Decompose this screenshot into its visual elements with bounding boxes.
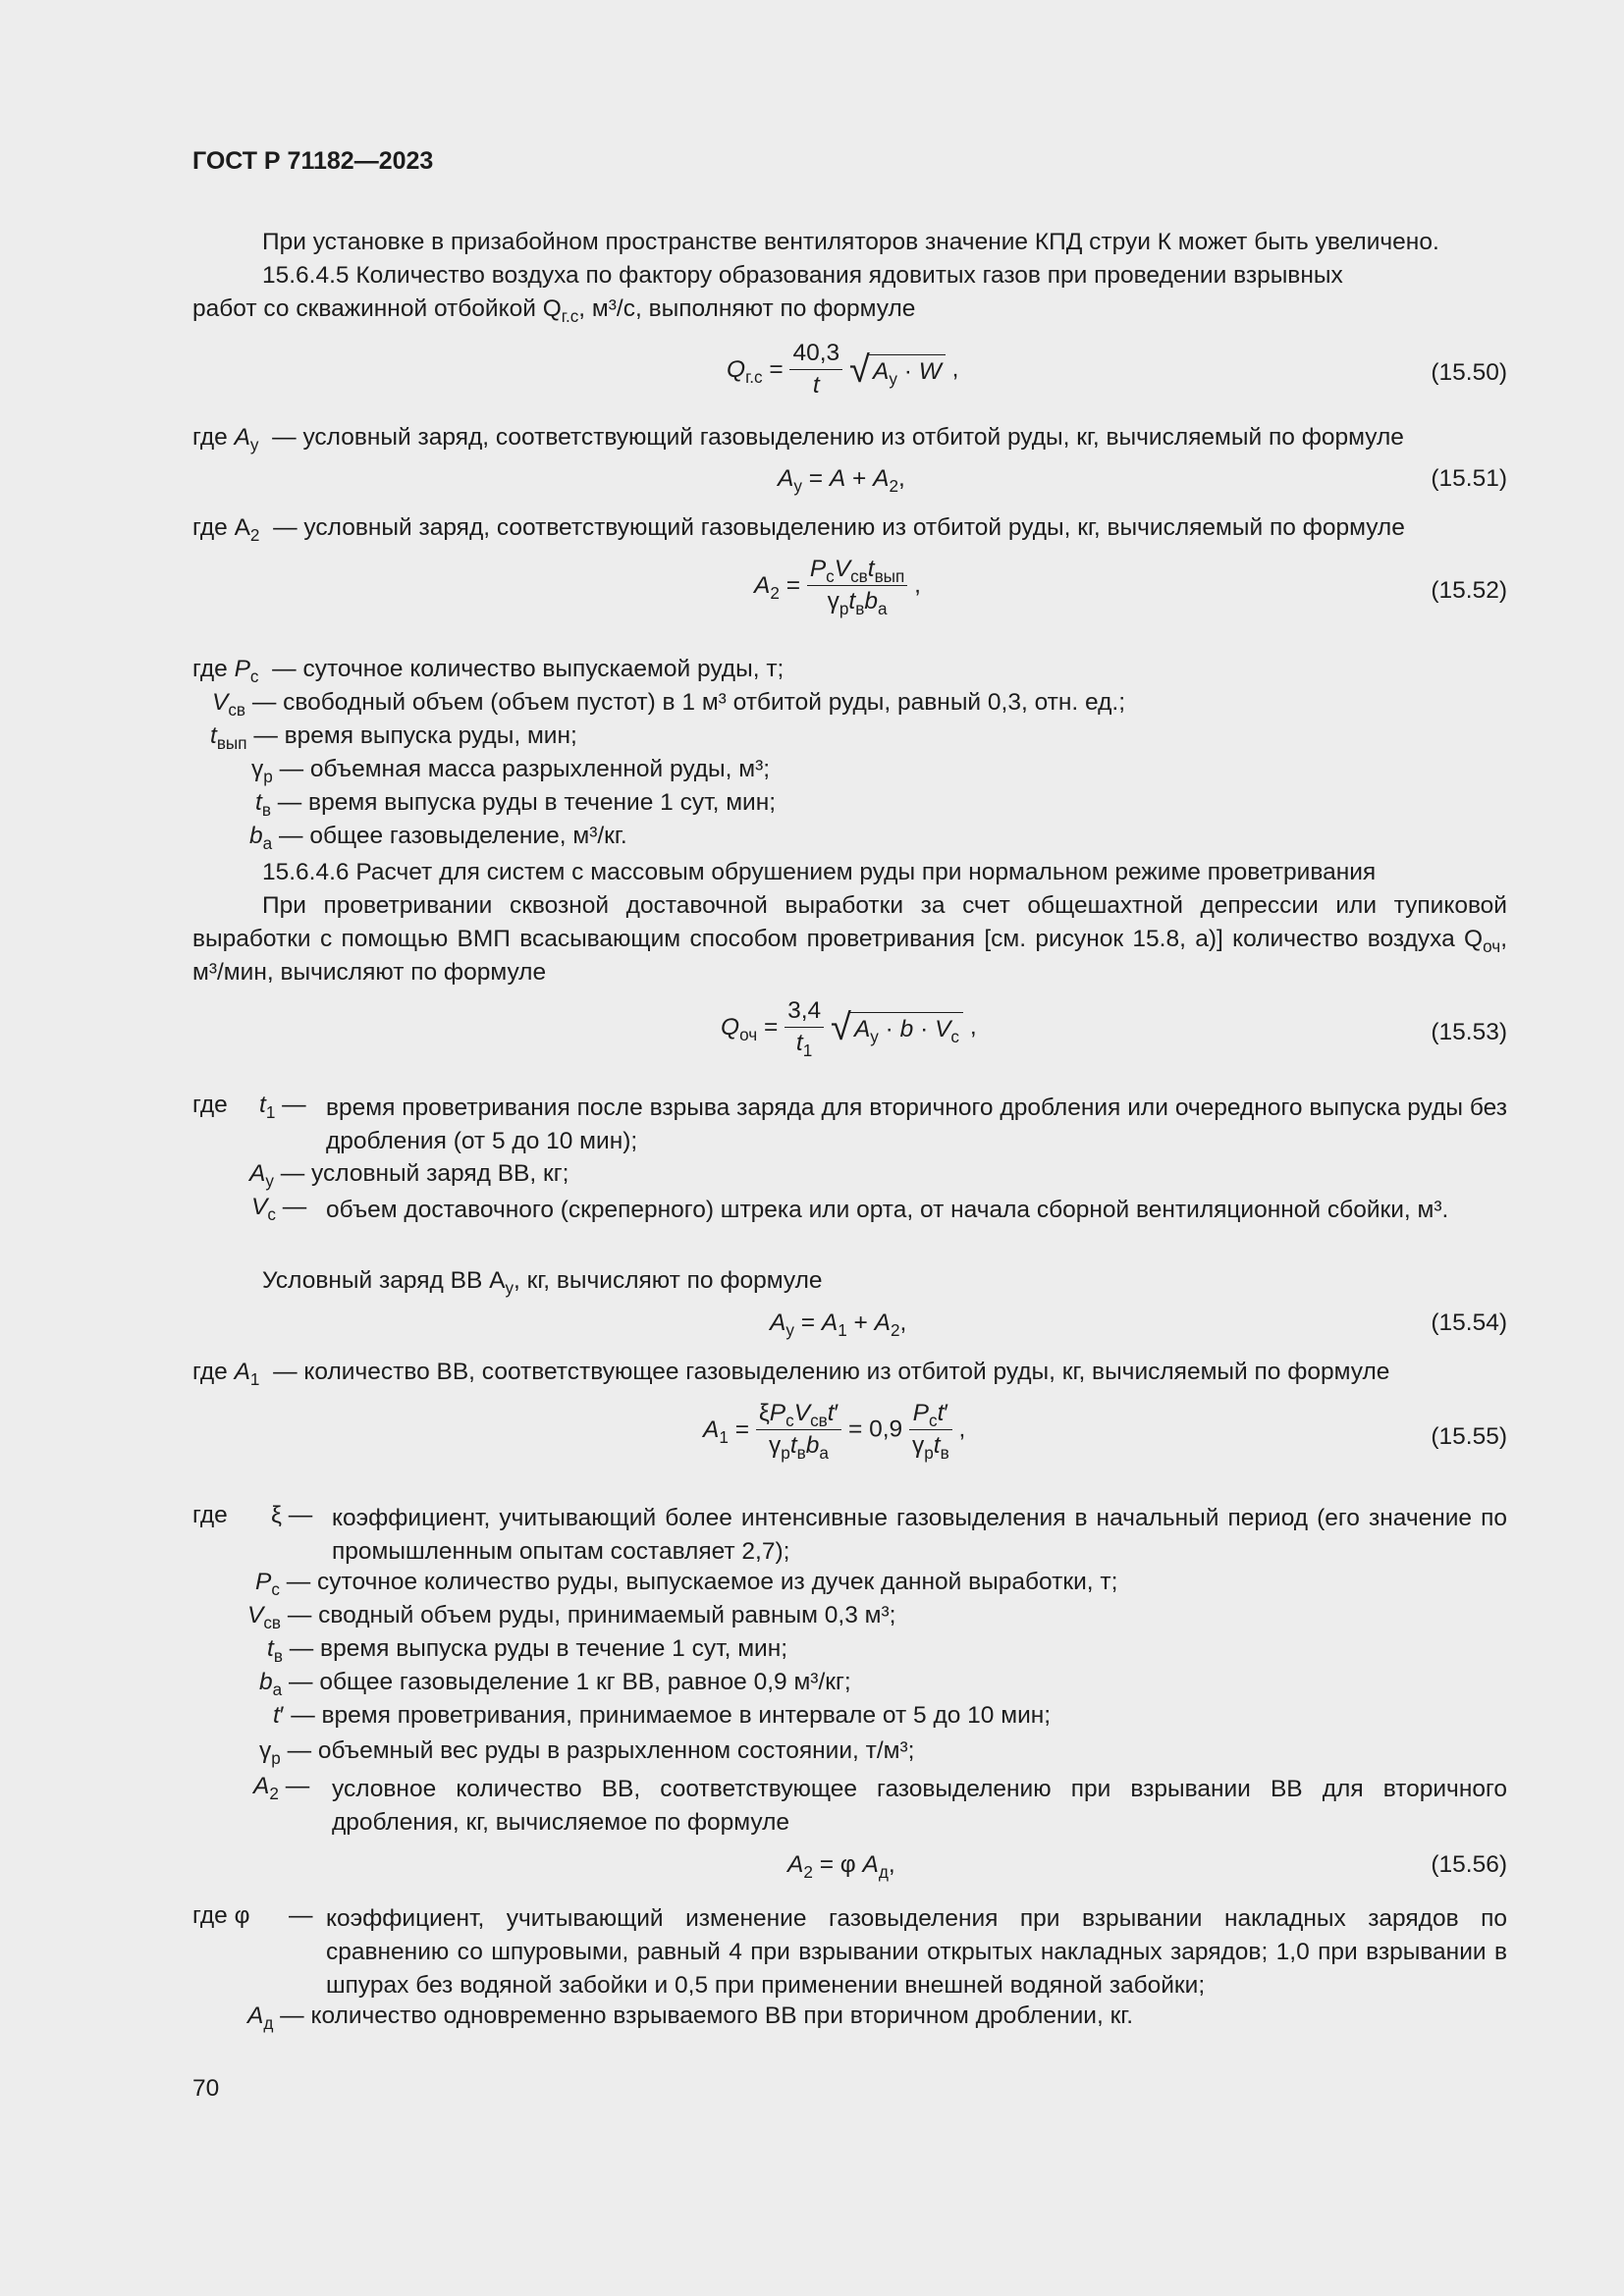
def-vsv2: $V_{св}$ — сводный объем руды, принимаемый равным 0,3 м³; bbox=[247, 1602, 896, 1632]
where-label-t1: где bbox=[192, 1092, 228, 1118]
def-pc2: $P_c$ — суточное количество руды, выпускаемое из дучек данной выработки, т; bbox=[255, 1569, 1118, 1599]
def-t1-sym: $t_1$ — bbox=[259, 1092, 306, 1122]
formula-15-50: $Q_{г.с}$ = $\frac{40,3}{t}$ √ $A_у \cdot W$ , bbox=[727, 340, 959, 399]
equation-number-15-52: (15.52) bbox=[1431, 577, 1507, 604]
document-id: ГОСТ Р 71182—2023 bbox=[192, 147, 434, 175]
def-tprime: t′ — время проветривания, принимаемое в интервале от 5 до 10 мин; bbox=[273, 1702, 1052, 1729]
where-label-phi: где φ bbox=[192, 1902, 250, 1929]
where-a2: где $A_2$ — условный заряд, соответствующий газовыделению из отбитой руды, кг, вычисляемый по формуле bbox=[192, 514, 1405, 545]
def-gamma-p: $\gamma_р$ — объемная масса разрыхленной руды, м³; bbox=[251, 756, 771, 786]
paragraph-ventilation: При проветривании сквозной доставочной выработки за счет общешахтной депрессии или тупиковой выработки с помощью ВМП всасывающим способом проветривания [см. рисунок 15.8, а)] количество воздуха $Q_{оч}$, м³/мин, вычисляют по формуле bbox=[192, 892, 1507, 986]
formula-15-52: $A_2$ = $\frac{P_cV_{св}t_{вып}}{\gamma_рt_вb_а}$ , bbox=[754, 556, 921, 618]
where-label-xi: где bbox=[192, 1502, 228, 1528]
equation-number-15-56: (15.56) bbox=[1431, 1851, 1507, 1878]
def-gamma-p2: $\gamma_р$ — объемный вес руды в разрыхленном состоянии, т/м³; bbox=[259, 1737, 915, 1768]
where-pc: где $P_c$ — суточное количество выпускаемой руды, т; bbox=[192, 656, 785, 686]
paragraph-k-efficiency: При установке в призабойном пространстве вентиляторов значение КПД струи К может быть увеличено. bbox=[262, 229, 1439, 255]
def-vsv: $V_{св}$ — свободный объем (объем пустот) в 1 м³ отбитой руды, равный 0,3, отн. ед.; bbox=[212, 689, 1126, 720]
def-a2b-sym: $A_2$ — bbox=[253, 1773, 310, 1803]
equation-number-15-51: (15.51) bbox=[1431, 465, 1507, 492]
formula-15-56: $A_2 = \varphi$ $A_д$, bbox=[787, 1851, 895, 1882]
def-tv: $t_в$ — время выпуска руды в течение 1 сут, мин; bbox=[255, 789, 777, 820]
paragraph-15-6-4-5: 15.6.4.5 Количество воздуха по фактору образования ядовитых газов при проведении взрывных bbox=[262, 262, 1343, 289]
page-number: 70 bbox=[192, 2075, 220, 2102]
def-vc-sym: $V_c$ — bbox=[251, 1194, 307, 1224]
formula-15-54: $A_у = A_1 + A_2$, bbox=[770, 1309, 907, 1340]
def-ba2: $b_а$ — общее газовыделение 1 кг ВВ, равное 0,9 м³/кг; bbox=[259, 1669, 851, 1699]
def-t1: время проветривания после взрыва заряда для вторичного дробления или очередного выпуска руды без дробления (от 5 до 10 мин); bbox=[326, 1095, 1507, 1154]
def-ad: $A_д$ — количество одновременно взрываемого ВВ при вторичном дроблении, кг. bbox=[247, 2002, 1134, 2033]
paragraph-charge: Условный заряд ВВ $A_у$, кг, вычисляют по формуле bbox=[262, 1267, 823, 1298]
def-phi-dash: — bbox=[289, 1902, 313, 1929]
equation-number-15-53: (15.53) bbox=[1431, 1019, 1507, 1045]
where-ay: где $A_у$ — условный заряд, соответствующий газовыделению из отбитой руды, кг, вычисляемый по формуле bbox=[192, 424, 1404, 454]
formula-15-53: $Q_{оч}$ = $\frac{3,4}{t_1}$ √ $A_у \cdot b \cdot V_c$ , bbox=[721, 997, 977, 1060]
where-a1: где $A_1$ — количество ВВ, соответствующее газовыделению из отбитой руды, кг, вычисляемый по формуле bbox=[192, 1359, 1390, 1389]
def-xi-sym: ξ — bbox=[271, 1502, 313, 1528]
paragraph-15-6-4-6: 15.6.4.6 Расчет для систем с массовым обрушением руды при нормальном режиме проветривания bbox=[262, 859, 1377, 885]
def-ba: $b_а$ — общее газовыделение, м³/кг. bbox=[249, 823, 627, 853]
equation-number-15-54: (15.54) bbox=[1431, 1309, 1507, 1336]
formula-15-55: $A_1$ = $\frac{\xi P_cV_{св}t'}{\gamma_рt_вb_а}$ = 0,9 $\frac{P_ct'}{\gamma_рt_в}$ , bbox=[703, 1400, 966, 1463]
def-vc: объем доставочного (скреперного) штрека или орта, от начала сборной вентиляционной сбойки, м³. bbox=[326, 1197, 1449, 1223]
def-a2b: условное количество ВВ, соответствующее газовыделению при взрывании ВВ для вторичного дробления, кг, вычисляемое по формуле bbox=[332, 1776, 1507, 1836]
def-phi: коэффициент, учитывающий изменение газовыделения при взрывании накладных зарядов по сравнению со шпуровыми, равный 4 при взрывании открытых накладных зарядов; 1,0 при взрывании в шпурах без водяной забойки и 0,5 при применении внешней водяной забойки; bbox=[326, 1905, 1507, 1999]
formula-15-51: $A_у = A + A_2$, bbox=[778, 465, 905, 496]
def-tvyp: $t_{вып}$ — время выпуска руды, мин; bbox=[210, 722, 577, 753]
paragraph-15-6-4-5-cont: работ со скважинной отбойкой $Q_{г.с}$, м³/с, выполняют по формуле bbox=[192, 295, 916, 326]
def-tv2: $t_в$ — время выпуска руды в течение 1 сут, мин; bbox=[267, 1635, 788, 1666]
equation-number-15-55: (15.55) bbox=[1431, 1423, 1507, 1450]
equation-number-15-50: (15.50) bbox=[1431, 359, 1507, 386]
def-ay2: $A_у$ — условный заряд ВВ, кг; bbox=[249, 1160, 569, 1191]
def-xi: коэффициент, учитывающий более интенсивные газовыделения в начальный период (его значение по промышленным опытам составляет 2,7); bbox=[332, 1505, 1507, 1565]
